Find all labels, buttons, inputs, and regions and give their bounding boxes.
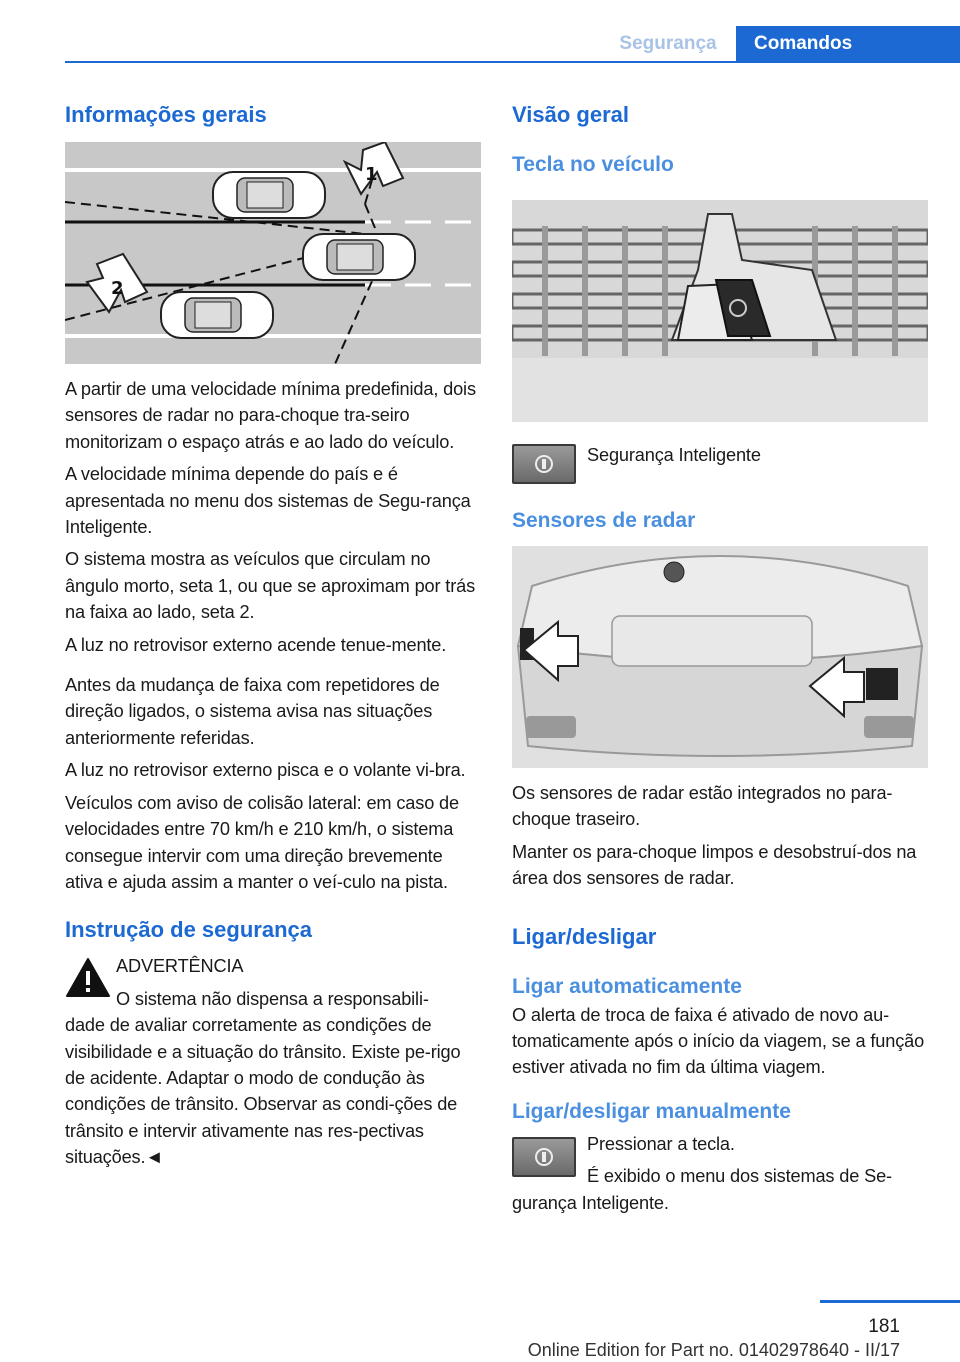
arrow-2-label: 2 xyxy=(111,278,124,299)
para-3: O sistema mostra as veículos que circulam no ângulo morto, seta 1, ou que se aproximam por trás na faixa ao lado, seta 2. xyxy=(65,549,476,623)
right-column xyxy=(512,100,928,1216)
arrow-1-label: 1 xyxy=(365,164,378,185)
warning-triangle-icon xyxy=(65,957,111,998)
heading-informacoes-gerais: Informações gerais xyxy=(65,102,267,127)
para-manual-2-line1: É exibido o menu dos sistemas de Se- xyxy=(587,1166,892,1187)
heading-ligar-desligar: Ligar/desligar xyxy=(512,923,657,949)
car-3 xyxy=(161,292,273,338)
para-2: A velocidade mínima depende do país e é apresentada no menu dos sistemas de Segu-rança Inteligente. xyxy=(65,464,471,538)
para-radar-2: Manter os para-choque limpos e desobstruí-dos na área dos sensores de radar. xyxy=(512,841,917,889)
car-2 xyxy=(303,234,415,280)
warning-title: ADVERTÊNCIA xyxy=(116,956,244,977)
heading-tecla-veiculo: Tecla no veículo xyxy=(512,153,674,176)
dashboard-button-illustration xyxy=(512,200,928,422)
button-caption: Segurança Inteligente xyxy=(587,445,761,465)
button-caption-row xyxy=(512,442,928,486)
para-manual-2-line2: gurança Inteligente. xyxy=(512,1192,669,1213)
warning-text: dade de avaliar corretamente as condições de visibilidade e a situação do trânsito. Existe pe-rigo de acidente. Adaptar o modo de condução às condições de trânsito. Observar as condi-ções de trânsito e intervir ativamente nas res-pectivas situações.◄ xyxy=(65,1015,461,1168)
warning-block xyxy=(65,953,481,1170)
intelligent-safety-button-icon[interactable] xyxy=(512,444,576,484)
warning-text-line1: O sistema não dispensa a responsabili- xyxy=(116,988,429,1009)
page-header xyxy=(0,0,960,62)
header-rule xyxy=(65,61,960,63)
footer-rule xyxy=(820,1300,960,1303)
heading-sensores-radar: Sensores de radar xyxy=(512,509,696,532)
manual-block xyxy=(512,1131,928,1216)
car-1 xyxy=(213,172,325,218)
heading-ligar-automaticamente: Ligar automaticamente xyxy=(512,974,742,998)
left-column xyxy=(65,100,481,1171)
para-manual-1: Pressionar a tecla. xyxy=(587,1133,735,1154)
para-6: A luz no retrovisor externo pisca e o volante vi-bra. xyxy=(65,760,466,781)
heading-visao-geral: Visão geral xyxy=(512,102,629,127)
para-radar-1: Os sensores de radar estão integrados no para-choque traseiro. xyxy=(512,783,893,830)
lane-diagram-illustration xyxy=(65,142,481,364)
heading-ligar-manualmente: Ligar/desligar manualmente xyxy=(512,1099,791,1123)
page-number: 181 xyxy=(868,1316,900,1337)
heading-instrucao-seguranca: Instrução de segurança xyxy=(65,917,312,943)
rear-bumper-illustration xyxy=(512,546,928,768)
intelligent-safety-button-icon-2[interactable] xyxy=(512,1137,576,1177)
para-5: Antes da mudança de faixa com repetidores de direção ligados, o sistema avisa nas situações anteriormente referidas. xyxy=(65,675,440,748)
lane-diagram-svg xyxy=(65,142,481,364)
para-1: A partir de uma velocidade mínima predefinida, dois sensores de radar no para-choque tra-seiro monitorizam o espaço atrás e ao lado do veículo. xyxy=(65,379,476,452)
page-footer xyxy=(0,1300,960,1362)
edition-text: Online Edition for Part no. 01402978640 - II/17 xyxy=(527,1340,900,1360)
para-4: A luz no retrovisor externo acende tenue-mente. xyxy=(65,634,447,655)
tab-comandos[interactable]: Comandos xyxy=(736,26,960,62)
para-7: Veículos com aviso de colisão lateral: em caso de velocidades entre 70 km/h e 210 km/h, o sistema consegue intervir com uma direção brevemente ativa e ajuda assim a manter o veí-culo na pista. xyxy=(65,792,459,892)
tab-seguranca[interactable]: Segurança xyxy=(619,33,717,54)
para-auto: O alerta de troca de faixa é ativado de novo au-tomaticamente após o início da viagem, se a função estiver ativada no fim da última viagem. xyxy=(512,1004,925,1078)
